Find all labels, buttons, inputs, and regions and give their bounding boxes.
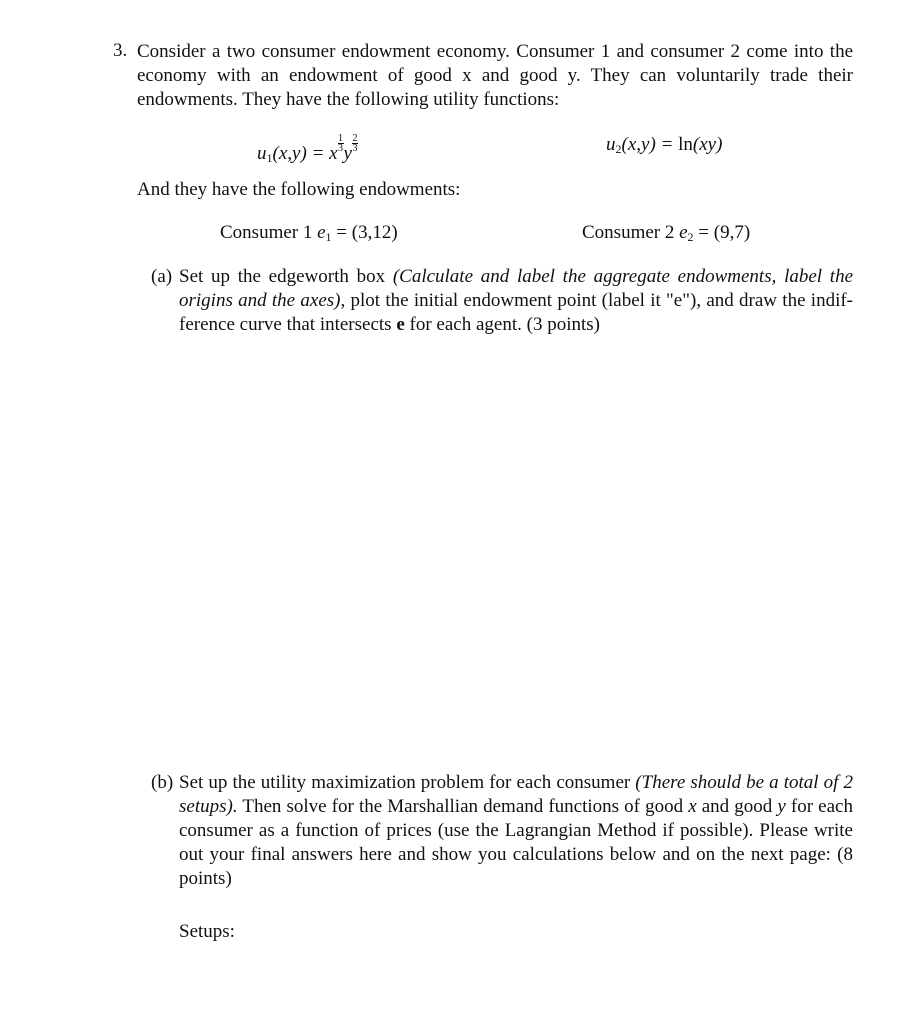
utility1-exponent-x: $\frac{1}{3}$	[338, 133, 344, 154]
utility2-ln-arg: (xy)	[692, 134, 723, 155]
utility1-args: (x,y) = x	[272, 143, 338, 164]
endowment1-subscript: 1	[325, 230, 332, 244]
endowment-consumer-2	[582, 222, 750, 245]
endowment1-var: e	[317, 222, 326, 243]
utility1-subscript: 1	[266, 151, 273, 165]
utility2-args: (x,y) =	[621, 134, 679, 155]
part-b-label: (b)	[151, 772, 174, 793]
utility1-exponent-y: $\frac{2}{3}$	[352, 133, 358, 154]
endowment2-label: Consumer 2	[582, 222, 675, 243]
endowment-consumer-1	[220, 222, 398, 245]
endowment2-var: e	[679, 222, 688, 243]
endowments-intro: And they have the following endowments:	[137, 179, 461, 200]
utility2-subscript: 2	[615, 142, 622, 156]
utility-function-1	[257, 134, 358, 166]
question-number: 3.	[113, 40, 128, 61]
utility2-ln: ln	[678, 134, 693, 155]
part-a-text: Set up the edgeworth box (Calculate and label the aggregate endowments, label the origins and the axes), plot the initial endowment point (label it "e"), and draw the indif-ference curve that intersects e for each agent. (3 points)	[179, 266, 854, 335]
setups-label: Setups:	[179, 921, 235, 942]
part-b-text: Set up the utility maximization problem for each consumer (There should be a total of 2 setups). Then solve for the Marshallian demand functions of good x and good y for each consumer as a function of prices (use the Lagrangian Method if possible). Please write out your final answers here and show you calculations below and on the next page: (8 points)	[179, 772, 853, 889]
utility1-y: y	[343, 143, 352, 164]
utility-function-2	[606, 134, 722, 157]
part-a-label: (a)	[151, 266, 173, 287]
question-intro: Consider a two consumer endowment economy. Consumer 1 and consumer 2 come into the economy with an endowment of good x and good y. They can voluntarily trade their endowments. They have the following utility functions:	[137, 41, 853, 110]
utility1-symbol: u	[257, 143, 267, 164]
endowment2-value: = (9,7)	[693, 222, 751, 243]
endowment2-subscript: 2	[687, 230, 694, 244]
utility2-symbol: u	[606, 134, 616, 155]
endowment1-label: Consumer 1	[220, 222, 313, 243]
endowment1-value: = (3,12)	[331, 222, 398, 243]
